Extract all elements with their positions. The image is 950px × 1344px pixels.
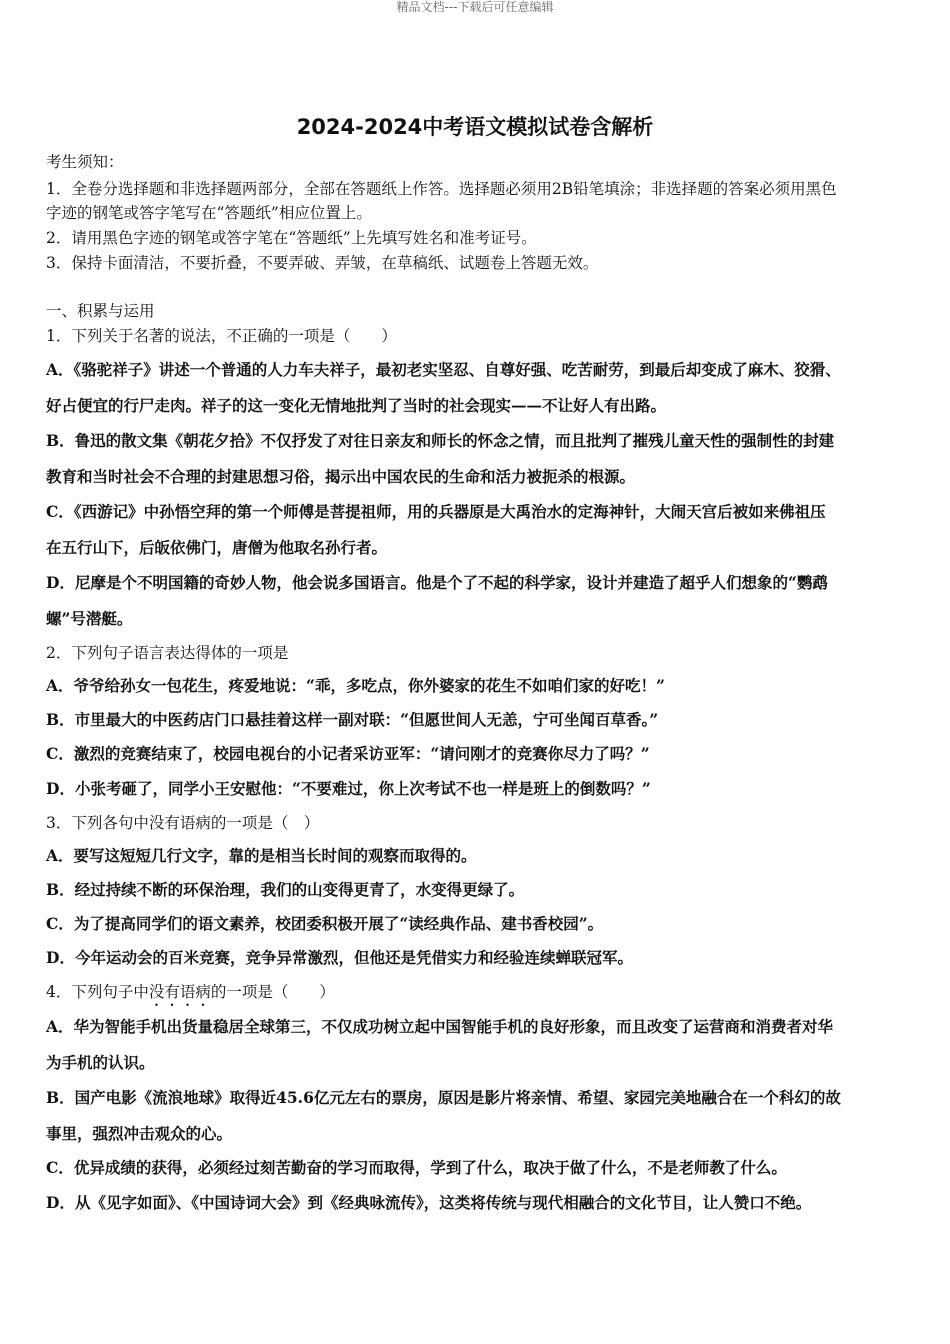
question-4-option: B．国产电影《流浪地球》取得近45.6亿元左右的票房，原因是影片将亲情、希望、家园完美地融合在一个科幻的故 bbox=[46, 1088, 841, 1107]
question-1-option: A．《骆驼祥子》讲述一个普通的人力车夫祥子，最初老实坚忍、自尊好强、吃苦耐劳，到最后却变成了麻木、狡猾、 bbox=[46, 360, 841, 379]
question-1-stem: 1．下列关于名著的说法，不正确的一项是（ ） bbox=[46, 327, 397, 345]
question-4-option: C．优异成绩的获得，必须经过刻苦勤奋的学习而取得，学到了什么，取决于做了什么，不是老师教了什么。 bbox=[46, 1158, 787, 1177]
question-4-stem bbox=[46, 982, 916, 1010]
question-1-option: B．鲁迅的散文集《朝花夕拾》不仅抒发了对往日亲友和师长的怀念之情，而且批判了摧残儿童天性的强制性的封建 bbox=[46, 431, 835, 450]
question-3-option: B．经过持续不断的环保治理，我们的山变得更青了，水变得更绿了。 bbox=[46, 880, 525, 899]
question-4-option: 为手机的认识。 bbox=[46, 1053, 155, 1072]
question-4-stem-pre: 4．下列句子中 bbox=[46, 983, 149, 1001]
question-2-option: C．激烈的竞赛结束了，校园电视台的小记者采访亚军：“请问刚才的竞赛你尽力了吗？” bbox=[46, 744, 650, 763]
question-3-stem: 3．下列各句中没有语病的一项是（ ） bbox=[46, 814, 320, 832]
question-4-option: D．从《见字如面》、《中国诗词大会》到《经典咏流传》，这类将传统与现代相融合的文化节目，让人赞口不绝。 bbox=[46, 1193, 812, 1212]
question-1-option: 好占便宜的行尸走肉。祥子的这一变化无情地批判了当时的社会现实——不让好人有出路。 bbox=[46, 396, 667, 415]
notice-item: 2．请用黑色字迹的钢笔或答字笔在“答题纸”上先填写姓名和准考证号。 bbox=[46, 229, 537, 247]
page-title: 2024-2024中考语文模拟试卷含解析 bbox=[296, 115, 654, 139]
question-2-option: A．爷爷给孙女一包花生，疼爱地说：“乖，多吃点，你外婆家的花生不如咱们家的好吃！” bbox=[46, 676, 665, 695]
question-2-option: B．市里最大的中医药店门口悬挂着这样一副对联：“但愿世间人无恙，宁可坐闻百草香。” bbox=[46, 710, 659, 729]
notice-item: 1．全卷分选择题和非选择题两部分，全部在答题纸上作答。选择题必须用2B铅笔填涂；非选择题的答案必须用黑色 bbox=[46, 180, 837, 198]
question-4-option: A．华为智能手机出货量稳居全球第三，不仅成功树立起中国智能手机的良好形象，而且改变了运营商和消费者对华 bbox=[46, 1017, 834, 1036]
question-1-option: D．尼摩是个不明国籍的奇妙人物，他会说多国语言。他是个了不起的科学家，设计并建造了超乎人们想象的“鹦鹉 bbox=[46, 573, 828, 592]
notice-heading: 考生须知： bbox=[46, 153, 124, 171]
question-1-option: 螺”号潜艇。 bbox=[46, 609, 133, 628]
question-3-option: D．今年运动会的百米竞赛，竞争异常激烈，但他还是凭借实力和经验连续蝉联冠军。 bbox=[46, 948, 633, 967]
question-4-stem-post: 的一项是（ ） bbox=[210, 983, 335, 1001]
question-1-option: C．《西游记》中孙悟空拜的第一个师傅是菩提祖师，用的兵器原是大禹治水的定海神针，大闹天宫后被如来佛祖压 bbox=[46, 502, 826, 521]
question-2-stem: 2．下列句子语言表达得体的一项是 bbox=[46, 644, 289, 662]
question-4-option: 事里，强烈冲击观众的心。 bbox=[46, 1124, 233, 1143]
question-4-stem-emphasis: 没有语病 bbox=[148, 983, 211, 1001]
section-heading: 一、积累与运用 bbox=[46, 302, 155, 320]
question-3-option: A．要写这短短几行文字，靠的是相当长时间的观察而取得的。 bbox=[46, 846, 477, 865]
notice-item: 3．保持卡面清洁，不要折叠，不要弄破、弄皱，在草稿纸、试题卷上答题无效。 bbox=[46, 254, 599, 272]
notice-item: 字迹的钢笔或答字笔写在“答题纸”相应位置上。 bbox=[46, 204, 372, 222]
question-3-option: C．为了提高同学们的语文素养，校团委积极开展了“读经典作品、建书香校园”。 bbox=[46, 914, 604, 933]
question-1-option: 教育和当时社会不合理的封建思想习俗，揭示出中国农民的生命和活力被扼杀的根源。 bbox=[46, 467, 636, 486]
question-2-option: D．小张考砸了，同学小王安慰他：“不要难过，你上次考试不也一样是班上的倒数吗？” bbox=[46, 779, 651, 798]
header-note: 精品文档---下载后可任意编辑 bbox=[396, 0, 554, 14]
question-1-option: 在五行山下，后皈依佛门，唐僧为他取名孙行者。 bbox=[46, 538, 388, 557]
